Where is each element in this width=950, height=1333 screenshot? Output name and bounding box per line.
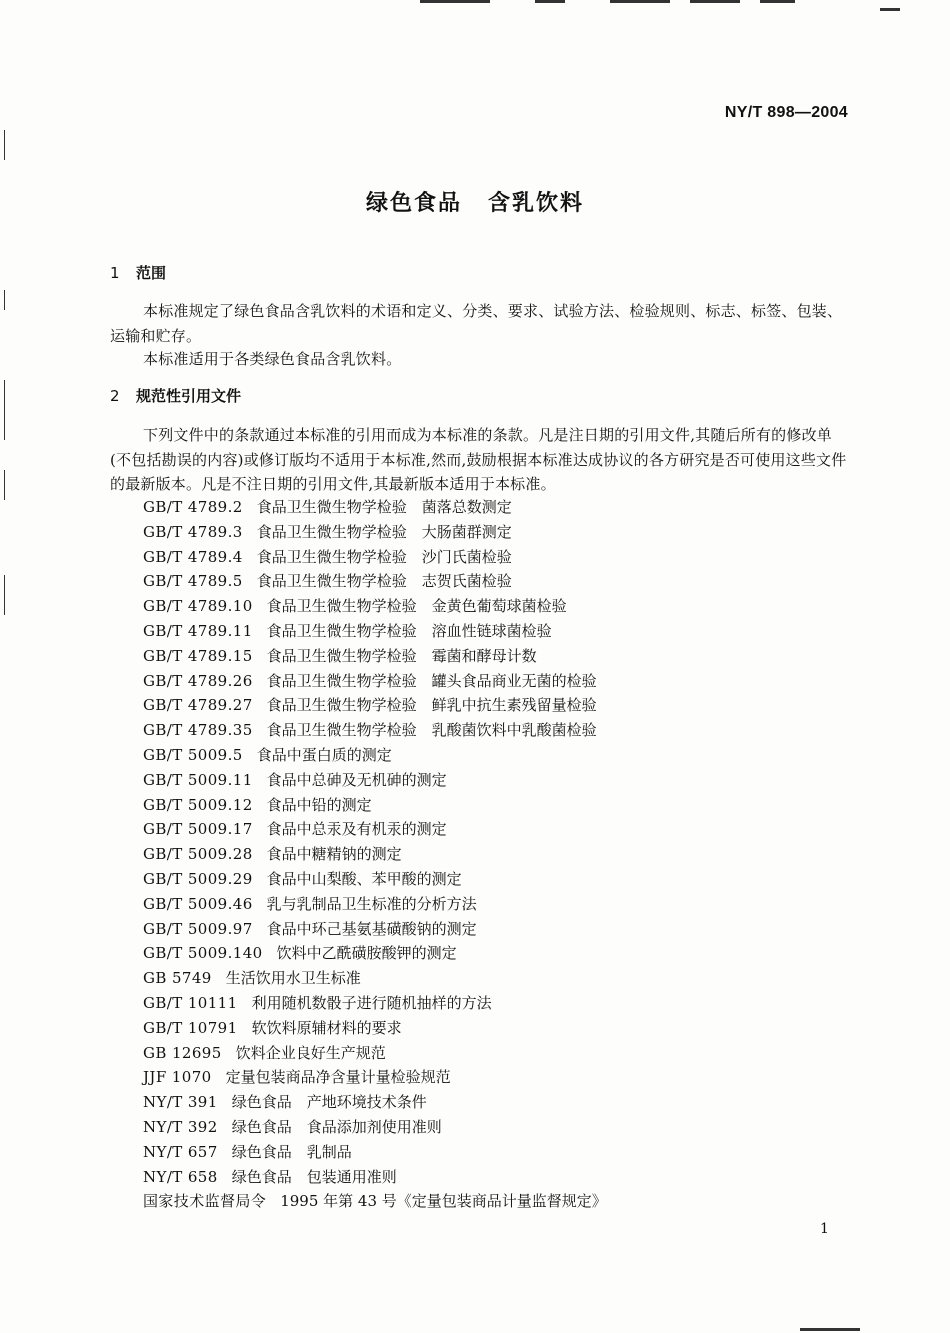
title-part-1: 绿色食品	[365, 191, 462, 216]
reference-item	[143, 1090, 607, 1115]
reference-item	[143, 793, 607, 818]
reference-code: GB/T 4789.10	[143, 597, 253, 616]
reference-title: 乳与乳制品卫生标准的分析方法	[266, 894, 477, 913]
reference-title: 食品卫生微生物学检验 乳酸菌饮料中乳酸菌检验	[266, 721, 597, 740]
scan-mark	[690, 0, 740, 3]
section-number: 2	[110, 387, 120, 405]
reference-title: 食品中总汞及有机汞的测定	[266, 820, 447, 839]
reference-title: 食品卫生微生物学检验 溶血性链球菌检验	[266, 621, 552, 640]
paragraph: 本标准适用于各类绿色食品含乳饮料。	[143, 350, 402, 368]
reference-title: 绿色食品 乳制品	[231, 1142, 352, 1161]
reference-item	[143, 917, 607, 942]
reference-code: NY/T 391	[143, 1093, 218, 1112]
reference-title: 食品中铅的测定	[266, 795, 372, 814]
reference-item	[143, 693, 607, 718]
reference-item	[143, 594, 607, 619]
section-title: 范围	[136, 264, 167, 282]
reference-code: GB/T 5009.11	[143, 770, 253, 789]
reference-title: 软饮料原辅材料的要求	[251, 1018, 402, 1037]
reference-item	[143, 619, 607, 644]
scan-mark	[800, 1328, 860, 1331]
scan-mark	[880, 8, 900, 11]
reference-item	[143, 1140, 607, 1165]
scan-mark	[760, 0, 795, 3]
reference-title: 绿色食品 产地环境技术条件	[231, 1093, 427, 1112]
reference-code: GB/T 5009.97	[143, 919, 253, 938]
reference-item	[143, 867, 607, 892]
reference-code: GB/T 4789.26	[143, 671, 253, 690]
reference-code: GB/T 4789.2	[143, 498, 243, 516]
page-number: 1	[820, 1221, 829, 1237]
reference-item	[143, 768, 607, 793]
reference-item	[143, 520, 607, 545]
reference-code: GB/T 5009.12	[143, 795, 253, 814]
reference-title: 食品中总砷及无机砷的测定	[266, 770, 447, 789]
reference-item	[143, 842, 607, 867]
reference-title: 食品卫生微生物学检验 志贺氏菌检验	[256, 572, 512, 591]
reference-code: 国家技术监督局令	[143, 1192, 267, 1211]
reference-code: GB/T 4789.5	[143, 572, 243, 591]
reference-item	[143, 966, 607, 991]
reference-code: GB/T 4789.27	[143, 696, 253, 715]
section-number: 1	[110, 264, 120, 282]
reference-item	[143, 1115, 607, 1140]
reference-title: 食品卫生微生物学检验 沙门氏菌检验	[256, 547, 512, 566]
reference-title: 食品卫生微生物学检验 霉菌和酵母计数	[266, 646, 537, 665]
page-title	[0, 186, 950, 217]
reference-code: JJF 1070	[143, 1068, 212, 1087]
reference-code: GB/T 5009.46	[143, 894, 253, 913]
scan-mark	[420, 0, 490, 3]
reference-code: GB/T 5009.29	[143, 869, 253, 888]
reference-title: 食品卫生微生物学检验 大肠菌群测定	[256, 522, 512, 541]
scan-mark	[4, 130, 5, 160]
reference-item	[143, 1016, 607, 1041]
reference-title: 食品卫生微生物学检验 菌落总数测定	[256, 498, 512, 516]
reference-title: 食品中糖精钠的测定	[266, 845, 402, 864]
reference-item	[143, 1189, 607, 1214]
reference-title: 食品中蛋白质的测定	[256, 745, 392, 764]
scan-mark	[4, 380, 5, 440]
reference-title: 食品卫生微生物学检验 金黄色葡萄球菌检验	[266, 597, 567, 616]
reference-item	[143, 495, 607, 520]
reference-code: GB/T 5009.28	[143, 845, 253, 864]
paragraph: 下列文件中的条款通过本标准的引用而成为本标准的条款。凡是注日期的引用文件,其随后所有的修改单(不包括勘误的内容)或修订版均不适用于本标准,然而,鼓励根据本标准达成协议的各方研究是否可使用这些文件的最新版本。凡是不注日期的引用文件,其最新版本适用于本标准。	[110, 426, 847, 493]
scan-mark	[4, 575, 5, 615]
reference-item	[143, 817, 607, 842]
reference-title: 食品卫生微生物学检验 罐头食品商业无菌的检验	[266, 671, 597, 690]
reference-item	[143, 892, 607, 917]
reference-title: 食品中环己基氨基磺酸钠的测定	[266, 919, 477, 938]
reference-title: 生活饮用水卫生标准	[225, 969, 361, 988]
reference-item	[143, 1041, 607, 1066]
section-title: 规范性引用文件	[136, 387, 242, 405]
reference-item	[143, 669, 607, 694]
reference-code: GB 5749	[143, 969, 212, 988]
reference-item	[143, 569, 607, 594]
reference-item	[143, 1165, 607, 1190]
scan-mark	[610, 0, 670, 3]
reference-code: GB/T 10791	[143, 1018, 238, 1037]
reference-title: 饮料企业良好生产规范	[235, 1043, 386, 1062]
reference-title: 食品中山梨酸、苯甲酸的测定	[266, 869, 462, 888]
reference-code: GB/T 10111	[143, 993, 238, 1012]
scan-mark	[535, 0, 565, 3]
reference-code: GB/T 5009.140	[143, 944, 263, 963]
reference-title: 绿色食品 食品添加剂使用准则	[231, 1117, 442, 1136]
reference-item	[143, 718, 607, 743]
reference-code: GB/T 4789.4	[143, 547, 243, 566]
scan-mark	[4, 470, 5, 500]
reference-title: 利用随机数骰子进行随机抽样的方法	[251, 993, 492, 1012]
reference-code: NY/T 392	[143, 1117, 218, 1136]
reference-item	[143, 743, 607, 768]
reference-title: 绿色食品 包装通用准则	[231, 1167, 397, 1186]
reference-title: 1995 年第 43 号《定量包装商品计量监督规定》	[280, 1192, 607, 1211]
standard-number: NY/T 898—2004	[724, 104, 848, 121]
reference-item	[143, 941, 607, 966]
reference-code: NY/T 657	[143, 1142, 218, 1161]
reference-list	[143, 495, 607, 1214]
reference-code: GB 12695	[143, 1043, 222, 1062]
reference-code: NY/T 658	[143, 1167, 218, 1186]
reference-code: GB/T 4789.3	[143, 522, 243, 541]
section-heading	[110, 385, 241, 406]
reference-code: GB/T 4789.35	[143, 721, 253, 740]
scan-mark	[4, 290, 5, 310]
section-heading	[110, 262, 166, 283]
reference-item	[143, 545, 607, 570]
reference-title: 食品卫生微生物学检验 鲜乳中抗生素残留量检验	[266, 696, 597, 715]
reference-item	[143, 991, 607, 1016]
reference-code: GB/T 5009.5	[143, 745, 243, 764]
reference-title: 定量包装商品净含量计量检验规范	[225, 1068, 451, 1087]
title-part-2: 含乳饮料	[488, 191, 585, 216]
reference-title: 饮料中乙酰磺胺酸钾的测定	[276, 944, 457, 963]
reference-code: GB/T 5009.17	[143, 820, 253, 839]
reference-item	[143, 644, 607, 669]
reference-code: GB/T 4789.11	[143, 621, 253, 640]
paragraph: 本标准规定了绿色食品含乳饮料的术语和定义、分类、要求、试验方法、检验规则、标志、标签、包装、运输和贮存。	[110, 302, 843, 345]
reference-item	[143, 1065, 607, 1090]
reference-code: GB/T 4789.15	[143, 646, 253, 665]
